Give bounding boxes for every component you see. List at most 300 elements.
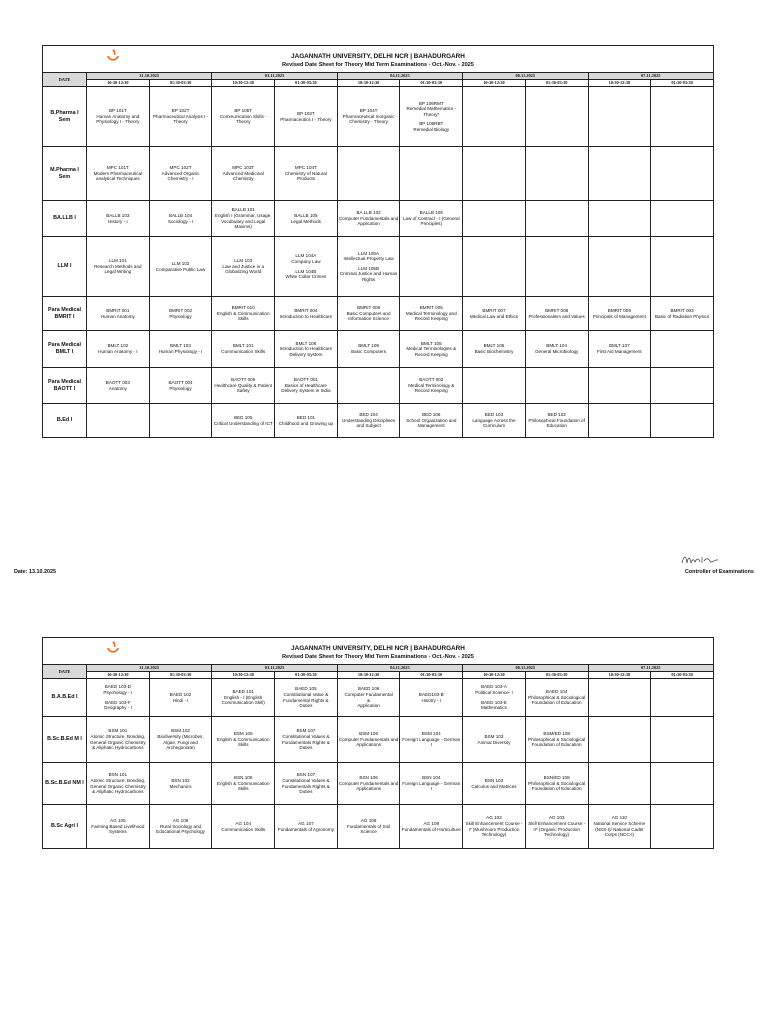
exam-paper-cell xyxy=(337,87,400,147)
exam-paper-cell xyxy=(212,763,275,805)
exam-date: 03.11.2025 xyxy=(212,665,337,672)
paper-title: English - I (English Communication Skill) xyxy=(221,694,265,706)
paper-title: Physiology xyxy=(169,313,192,319)
empty-cell xyxy=(651,763,714,805)
paper-title: Animal Diversity xyxy=(477,739,511,745)
paper-title: Advanced Organic Chemistry - I xyxy=(161,170,200,182)
exam-paper-cell xyxy=(337,763,400,805)
program-name: B.A.B.Ed I xyxy=(43,679,87,717)
empty-cell xyxy=(525,237,588,297)
paper-title: Constitutional Values & Fundamentals Rights & Duties xyxy=(282,733,330,751)
exam-paper-cell xyxy=(87,147,150,201)
paper-title: Farming Based Livelihood Systems xyxy=(91,823,145,835)
program-name: B.Ed I xyxy=(43,404,87,438)
exam-paper-cell xyxy=(212,331,275,368)
exam-time-slot: 01:30-03:30 xyxy=(275,80,338,87)
paper-code: BMLT 107 xyxy=(608,343,630,349)
paper-code: BSN 105 xyxy=(234,775,253,781)
exam-paper-cell xyxy=(400,87,463,147)
paper-code: BSN 106 xyxy=(359,775,378,781)
paper-title: Skill Enhancement Course - II* (Organic Production Technology) xyxy=(528,820,586,838)
paper-title: Basics of Healthcare Delivery System in India xyxy=(281,382,331,394)
program-row xyxy=(43,679,714,717)
paper-title: Biodiversity (Microbes, Algae, Fungi and Archegoniate) xyxy=(157,733,204,751)
paper-code: BMRIT 009 xyxy=(607,307,631,313)
paper-code: BA LLB 102 xyxy=(356,210,381,216)
exam-paper-cell xyxy=(212,404,275,438)
times-row xyxy=(43,80,714,87)
paper-code: BP 102T xyxy=(171,108,190,114)
empty-cell xyxy=(400,147,463,201)
paper-code: BMRIT 007 xyxy=(482,307,506,313)
paper-code: BMRIT 004 xyxy=(294,307,318,313)
paper-title: Human Anatomy - I xyxy=(98,349,138,354)
exam-paper-cell xyxy=(463,763,526,805)
paper-code: LLM 105A xyxy=(358,250,380,256)
paper-title: Skill Enhancement Course - I* (Mushroom Production Technology) xyxy=(465,820,523,838)
paper-code: BP 105T xyxy=(234,108,253,114)
paper-code: BALLB 104 xyxy=(168,212,193,218)
paper-code: BMLT 104 xyxy=(546,343,568,349)
university-name: JAGANNATH UNIVERSITY, DELHI NCR | BAHADURGARH xyxy=(291,53,465,60)
exam-paper-cell xyxy=(400,404,463,438)
paper-code: BMLT 101 xyxy=(232,343,254,349)
university-logo-icon xyxy=(106,641,120,655)
program-name: Para Medical BMLT I xyxy=(43,331,87,368)
university-logo-icon xyxy=(106,49,120,63)
paper-title: Intellectual Property Law xyxy=(343,256,394,262)
program-row xyxy=(43,805,714,849)
empty-cell xyxy=(337,147,400,201)
exam-paper-cell xyxy=(87,201,150,237)
exam-date: 07.11.2025 xyxy=(588,665,713,672)
exam-paper-cell xyxy=(87,237,150,297)
empty-cell xyxy=(588,368,651,404)
title-block xyxy=(43,638,714,665)
paper-title: Legal Methods xyxy=(290,218,321,224)
exam-time-slot: 10:30-12:30 xyxy=(463,672,526,679)
exam-paper-cell xyxy=(337,717,400,763)
exam-date: 06.11.2025 xyxy=(463,665,588,672)
exam-time-slot: 01:30-03:30 xyxy=(149,672,212,679)
program-name: Para Medical BMRIT I xyxy=(43,297,87,331)
exam-paper-cell xyxy=(149,297,212,331)
exam-date: 04.11.2025 xyxy=(337,73,462,80)
paper-code: BP 101T xyxy=(108,108,127,114)
paper-code: BSM 107 xyxy=(296,728,316,734)
exam-paper-cell xyxy=(212,297,275,331)
empty-cell xyxy=(463,87,526,147)
paper-title: Fundamentals of Soil Science xyxy=(347,823,391,835)
paper-title: Medical Terminology and Record Keeping xyxy=(405,310,457,322)
paper-code: BED 102 xyxy=(547,412,566,418)
program-row xyxy=(43,331,714,368)
exam-paper-cell xyxy=(87,717,150,763)
exam-time-slot: 10:30-12:30 xyxy=(87,80,150,87)
paper-code: AG 105 xyxy=(110,818,126,824)
program-row xyxy=(43,717,714,763)
empty-cell xyxy=(651,404,714,438)
paper-title: Modern Pharmaceutical analytical Techniques xyxy=(93,170,143,182)
paper-title: Company Law xyxy=(291,258,321,264)
paper-title: Human Anatomy and Physiology I - Theory xyxy=(96,113,140,125)
empty-cell xyxy=(588,201,651,237)
exam-paper-cell xyxy=(525,763,588,805)
paper-title: Principals of Management xyxy=(592,313,646,319)
paper-code: BMRIT 005 xyxy=(419,305,443,311)
paper-title: Remedial Mathematics - Theory* xyxy=(406,106,457,117)
paper-title: Application xyxy=(357,703,380,709)
exam-paper-cell xyxy=(87,297,150,331)
program-row xyxy=(43,87,714,147)
empty-cell xyxy=(588,679,651,717)
exam-time-slot: 10:30-12:30 xyxy=(87,672,150,679)
exam-paper-cell xyxy=(212,147,275,201)
program-name: B.Pharma I Sem xyxy=(43,87,87,147)
paper-code: AG 106 xyxy=(172,818,189,824)
exam-paper-cell xyxy=(337,404,400,438)
paper-code: AG 110 xyxy=(611,815,627,821)
paper-title: Psychology - I xyxy=(103,689,133,695)
exam-paper-cell xyxy=(87,763,150,805)
paper-code: AG 109 xyxy=(423,820,440,826)
paper-title: Criminal Justice and Human Rights xyxy=(339,271,398,282)
program-row xyxy=(43,297,714,331)
exam-paper-cell xyxy=(149,87,212,147)
paper-code: BAOTT 005 xyxy=(231,377,256,383)
paper-title: General Microbiology xyxy=(534,349,579,354)
paper-code: BAED 103-D xyxy=(104,684,131,690)
paper-title: English & Communication Skills xyxy=(216,736,270,748)
program-row xyxy=(43,237,714,297)
paper-code: BALLB 101 xyxy=(231,207,255,213)
paper-title: Human Physiology - I xyxy=(158,349,203,354)
exam-paper-cell xyxy=(149,679,212,717)
paper-title: Atomic Structure, Bonding, General Organic Chemistry & Aliphatic Hydrocarbons xyxy=(90,777,146,795)
dates-row xyxy=(43,665,714,672)
exam-paper-cell xyxy=(87,87,150,147)
paper-title: Medical Terminology & Record Keeping xyxy=(408,382,455,394)
paper-title: Computer Fundamental xyxy=(344,691,393,697)
paper-title: Language Across the Curriculum xyxy=(472,417,516,429)
paper-code: BMRIT 003 xyxy=(670,307,694,313)
exam-paper-cell xyxy=(463,717,526,763)
empty-cell xyxy=(651,201,714,237)
paper-code: BSN 103 xyxy=(484,777,504,783)
empty-cell xyxy=(651,147,714,201)
title-block xyxy=(43,46,714,73)
exam-paper-cell xyxy=(525,679,588,717)
exam-paper-cell xyxy=(525,331,588,368)
paper-code: BSM 101 xyxy=(108,728,128,734)
exam-paper-cell xyxy=(275,368,338,404)
exam-paper-cell xyxy=(588,297,651,331)
date-label: DATE xyxy=(43,73,87,87)
empty-cell xyxy=(651,237,714,297)
program-name: B.Sc Agri I xyxy=(43,805,87,849)
paper-title: Comparative Public Law xyxy=(155,266,206,272)
exam-paper-cell xyxy=(212,368,275,404)
paper-code: AG 103 xyxy=(548,815,565,821)
paper-title: Geography - I xyxy=(103,705,132,711)
paper-code: BMRIT 002 xyxy=(168,307,193,313)
paper-title: Philosophical & Sociological Foundation of Education xyxy=(528,780,586,792)
exam-paper-cell xyxy=(525,297,588,331)
exam-paper-cell xyxy=(525,805,588,849)
times-row xyxy=(43,672,714,679)
title-row xyxy=(43,46,714,73)
exam-paper-cell xyxy=(149,237,212,297)
date-label: DATE xyxy=(43,665,87,679)
paper-title: Basic of Radiation Physics xyxy=(654,313,710,319)
empty-cell xyxy=(651,805,714,849)
paper-title: Basic Computers xyxy=(351,349,387,354)
paper-title: Communication Skills - Theory xyxy=(219,113,267,125)
paper-code: BMRIT 001 xyxy=(106,307,130,313)
exam-time-slot: 01:30-03:30 xyxy=(651,672,714,679)
paper-code: BSM 105 xyxy=(233,731,253,737)
paper-code: BED 103 xyxy=(484,412,504,418)
paper-title: Foreign Language - German I xyxy=(402,736,461,748)
empty-cell xyxy=(525,147,588,201)
paper-code: BAOTT 002 xyxy=(419,377,444,383)
exam-paper-cell xyxy=(400,368,463,404)
exam-paper-cell xyxy=(149,201,212,237)
paper-code: BAOTT 001 xyxy=(293,377,318,383)
empty-cell xyxy=(588,763,651,805)
paper-title: Remedial Biology xyxy=(413,126,450,132)
paper-code: BED 106 xyxy=(422,412,441,418)
exam-paper-cell xyxy=(400,201,463,237)
paper-title: Fundamentals of Agronomy xyxy=(277,826,334,832)
paper-title: Research Methods and Legal Writing xyxy=(94,263,142,275)
exam-paper-cell xyxy=(212,805,275,849)
title-row xyxy=(43,638,714,665)
paper-code: BED 104 xyxy=(359,412,378,418)
paper-code: BMRIT 010 xyxy=(231,305,255,311)
empty-cell xyxy=(87,404,150,438)
paper-title: Rural Sociology and Educational Psychology xyxy=(156,823,205,835)
paper-title: BAED 103-F xyxy=(104,699,131,705)
empty-cell xyxy=(463,237,526,297)
paper-title: Communication Skills xyxy=(221,826,266,832)
exam-paper-cell xyxy=(87,805,150,849)
paper-title: Political Science- I xyxy=(475,689,513,695)
paper-code: BAOTT 004 xyxy=(168,379,193,385)
exam-paper-cell xyxy=(149,763,212,805)
exam-paper-cell xyxy=(149,331,212,368)
paper-code: BAED 103-A xyxy=(480,684,507,690)
paper-title: English & Communication Skills xyxy=(216,780,270,792)
paper-code: BSM/ED 108 xyxy=(543,731,570,737)
paper-title: Human Anatomy xyxy=(100,313,135,319)
exam-paper-cell xyxy=(275,297,338,331)
paper-title: Understanding Disciplines and Subject xyxy=(342,417,396,429)
paper-code: BMLT 102 xyxy=(107,343,129,349)
exam-table xyxy=(42,637,714,849)
paper-title: LLM 104B xyxy=(295,268,317,274)
exam-time-slot: 01:30-03:30 xyxy=(400,672,463,679)
dates-row xyxy=(43,73,714,80)
paper-code: BP 103T xyxy=(297,110,315,116)
exam-paper-cell xyxy=(400,763,463,805)
paper-title: Advanced Medicinal Chemistry xyxy=(222,170,264,182)
exam-paper-cell xyxy=(275,805,338,849)
paper-title: English & Communication Skills xyxy=(216,310,270,322)
exam-paper-cell xyxy=(463,297,526,331)
exam-paper-cell xyxy=(463,331,526,368)
paper-code: BALLB 106 xyxy=(419,210,443,216)
program-row xyxy=(43,201,714,237)
exam-time-slot: 01:30-03:30 xyxy=(149,80,212,87)
paper-title: Foreign Language - German I xyxy=(402,780,461,792)
exam-paper-cell xyxy=(651,297,714,331)
exam-time-slot: 01:30-03:30 xyxy=(275,672,338,679)
paper-code: AG 108 xyxy=(360,818,377,824)
paper-title: Computer Fundamentals and Application xyxy=(338,215,399,227)
exam-date: 06.11.2025 xyxy=(463,73,588,80)
exam-paper-cell xyxy=(400,679,463,717)
paper-title: Chemistry of Natural Products xyxy=(284,170,327,182)
program-row xyxy=(43,147,714,201)
paper-title: BAED 103-E xyxy=(480,699,507,705)
exam-table xyxy=(42,45,714,438)
exam-time-slot: 01:30-03:30 xyxy=(525,80,588,87)
paper-title: Fundamentals of Horticulture xyxy=(401,826,461,832)
program-row xyxy=(43,763,714,805)
exam-paper-cell xyxy=(149,368,212,404)
empty-cell xyxy=(588,237,651,297)
date-sheet-page-1 xyxy=(42,45,713,438)
paper-title: School Organization and Management xyxy=(406,417,457,429)
paper-title: Critical Understanding of ICT xyxy=(213,420,273,426)
paper-code: BP 104T xyxy=(359,108,378,114)
exam-paper-cell xyxy=(212,201,275,237)
exam-title: Revised Date Sheet for Theory Mid Term Examinations - Oct.-Nov. - 2025 xyxy=(282,654,474,660)
exam-paper-cell xyxy=(149,717,212,763)
paper-code: BMRIT 006 xyxy=(357,305,381,311)
paper-title: Atomic Structure, Bonding, General Organic Chemistry & Aliphatic Hydrocarbons xyxy=(90,733,146,751)
empty-cell xyxy=(463,201,526,237)
exam-time-slot: 10:30-12:30 xyxy=(588,672,651,679)
paper-title: Sociology - I xyxy=(167,218,194,224)
paper-title: Professionalism and Values xyxy=(528,313,585,319)
exam-paper-cell xyxy=(400,297,463,331)
paper-code: MPC 104T xyxy=(294,165,317,171)
paper-code: LLM 104A xyxy=(295,253,317,259)
program-name: B.Sc.B.Ed M I xyxy=(43,717,87,763)
empty-cell xyxy=(525,87,588,147)
empty-cell xyxy=(651,717,714,763)
controller-of-examinations: Controller of Examinations xyxy=(685,569,754,575)
exam-paper-cell xyxy=(87,331,150,368)
paper-code: BMLT 106 xyxy=(295,340,317,346)
exam-paper-cell xyxy=(337,297,400,331)
paper-title: Computer Fundamentals and Applications xyxy=(338,736,399,748)
exam-paper-cell xyxy=(87,368,150,404)
paper-code: BAED 101 xyxy=(232,689,254,695)
paper-title: BP 106RBT xyxy=(419,121,444,127)
exam-paper-cell xyxy=(275,763,338,805)
exam-paper-cell xyxy=(588,805,651,849)
exam-paper-cell xyxy=(463,805,526,849)
exam-date: 31.10.2025 xyxy=(87,665,212,672)
paper-title: Basic Biochemistry xyxy=(474,349,514,354)
paper-code: BSN 107 xyxy=(296,772,316,778)
paper-code: BAED 106 xyxy=(357,686,380,692)
paper-code: BP 106RMT xyxy=(418,100,444,106)
exam-time-slot: 10:30-12:30 xyxy=(588,80,651,87)
paper-code: MPC 103T xyxy=(232,165,255,171)
exam-paper-cell xyxy=(337,805,400,849)
exam-paper-cell xyxy=(275,331,338,368)
empty-cell xyxy=(525,368,588,404)
paper-code: BSN/ED 108 xyxy=(543,775,570,781)
empty-cell xyxy=(651,679,714,717)
program-name: LLM I xyxy=(43,237,87,297)
exam-paper-cell xyxy=(400,805,463,849)
exam-paper-cell xyxy=(525,717,588,763)
empty-cell xyxy=(588,717,651,763)
program-name: Para Medical BAOTT I xyxy=(43,368,87,404)
paper-code: BSM 103 xyxy=(484,733,504,739)
paper-code: BAED 105 xyxy=(295,686,317,692)
empty-cell xyxy=(588,404,651,438)
exam-paper-cell xyxy=(337,237,400,297)
exam-date: 07.11.2025 xyxy=(588,73,713,80)
paper-title: Basic Computers and Information Science xyxy=(346,310,391,322)
exam-date: 31.10.2025 xyxy=(87,73,212,80)
exam-date: 04.11.2025 xyxy=(337,665,462,672)
paper-code: BED 105 xyxy=(234,414,253,420)
exam-paper-cell xyxy=(463,679,526,717)
exam-date: 03.11.2025 xyxy=(212,73,337,80)
exam-paper-cell xyxy=(275,87,338,147)
paper-code: BMRIT 008 xyxy=(545,307,569,313)
paper-code: BSM 106 xyxy=(359,731,379,737)
paper-title: Anatomy xyxy=(108,385,127,391)
empty-cell xyxy=(337,368,400,404)
exam-paper-cell xyxy=(212,237,275,297)
exam-time-slot: 01:30-03:30 xyxy=(525,672,588,679)
paper-title: Computer Fundamentals and Applications xyxy=(338,780,399,792)
exam-time-slot: 10:30-12:30 xyxy=(337,80,400,87)
paper-title: Mechanics xyxy=(169,783,192,789)
paper-code: BSN 101 xyxy=(108,772,128,778)
program-name: BA.LLB I xyxy=(43,201,87,237)
paper-title: White Collar Crimes xyxy=(285,274,327,280)
paper-code: LLM 102 xyxy=(171,260,190,266)
exam-title: Revised Date Sheet for Theory Mid Term Examinations - Oct.-Nov. - 2025 xyxy=(282,62,474,68)
paper-title: Calculus and Matrices xyxy=(471,783,517,789)
paper-title: Philosophical Foundation of Education xyxy=(528,417,585,429)
paper-title: Hisotry - I xyxy=(421,697,442,703)
paper-title: Philosophical & Sociological Foundation of Education xyxy=(528,694,586,706)
empty-cell xyxy=(463,368,526,404)
university-name: JAGANNATH UNIVERSITY, DELHI NCR | BAHADURGARH xyxy=(291,645,465,652)
paper-code: BAED 102 xyxy=(169,691,192,697)
paper-title: Philosophical & Sociological Foundation of Education xyxy=(528,736,586,748)
paper-title: Mathematics xyxy=(480,705,507,711)
issue-date: Date: 13.10.2025 xyxy=(14,569,56,575)
paper-title: National Service Scheme (NSS-I)/ National Cadet Corps (NCC-I) xyxy=(593,820,646,838)
exam-paper-cell xyxy=(275,404,338,438)
exam-paper-cell xyxy=(337,679,400,717)
paper-code: AG 107 xyxy=(298,820,314,826)
exam-paper-cell xyxy=(400,717,463,763)
paper-code: MPC 101T xyxy=(106,165,129,171)
paper-title: Hindi - I xyxy=(172,697,189,703)
